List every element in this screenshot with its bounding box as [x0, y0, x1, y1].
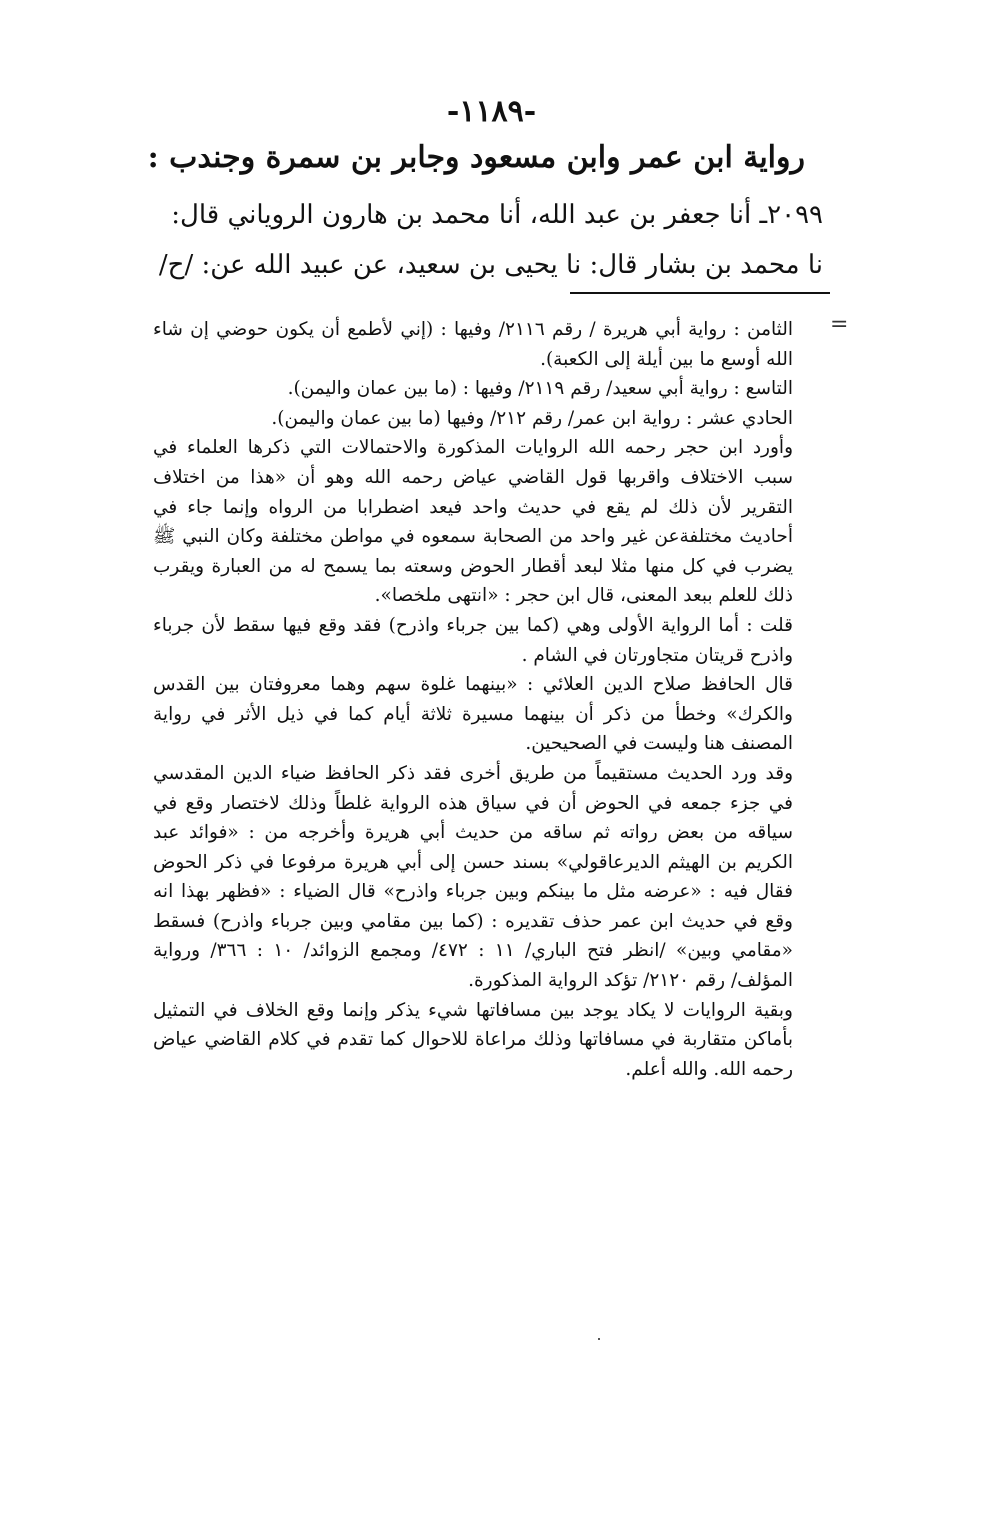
- footnote-separator: [570, 292, 830, 294]
- footnote-paragraph: وأورد ابن حجر رحمه الله الروايات المذكورة والاحتمالات التي ذكرها العلماء في سبب الاختلاف واقربها قول القاضي عياض رحمه الله وهو أن «هذا من اختلاف التقرير لأن ذلك لم يقع في حديث واحد فيعد اضطرابا من الرواه وإنما جاء في أحاديث مختلفةعن غير واحد من الصحابة سمعوه في مواطن مختلفة وكان النبي ﷺ يضرب في كل منها مثلا لبعد أقطار الحوض وسعته بما يسمح له من العبارة ويقرب ذلك للعلم ببعد المعنى، قال ابن حجر : «انتهى ملخصا».: [153, 437, 793, 607]
- footnote-paragraph: التاسع : رواية أبي سعيد/ رقم ٢١١٩/ وفيها : (ما بين عمان واليمن).: [287, 378, 793, 400]
- footnote-paragraph: قال الحافظ صلاح الدين العلائي : «بينهما غلوة سهم وهما معروفتان بين القدس والكرك» وخطأ من ذكر أن بينهما مسيرة ثلاثة أيام كما في ذيل الأثر في رواية المصنف هنا وليست في الصحيحين.: [153, 674, 793, 755]
- main-text: [143, 190, 823, 290]
- footnote-paragraph: وبقية الروايات لا يكاد يوجد بين مسافاتها شيء يذكر وإنما وقع الخلاف في التمثيل بأماكن متقاربة في مسافاتها وذلك مراعاة للاحوال كما تقدم في كلام القاضي عياض رحمه الله. والله أعلم.: [153, 999, 793, 1080]
- main-text-line: نا محمد بن بشار قال: نا يحيى بن سعيد، عن عبيد الله عن: /ح/: [158, 250, 823, 280]
- page-number: -١١٨٩-: [446, 94, 537, 129]
- main-text-line: ٢٠٩٩ـ أنا جعفر بن عبد الله، أنا محمد بن هارون الروياني قال:: [171, 200, 823, 230]
- footnote-paragraph: قلت : أما الرواية الأولى وهي (كما بين جرباء واذرح) فقد وقع فيها سقط لأن جرباء واذرح قريتان متجاورتان في الشام .: [153, 614, 793, 666]
- scan-speck: [598, 1338, 600, 1340]
- section-heading: رواية ابن عمر وابن مسعود وجابر بن سمرة وجندب :: [147, 140, 805, 175]
- footnote-paragraph: وقد ورد الحديث مستقيماً من طريق أخرى فقد ذكر الحافظ ضياء الدين المقدسي في جزء جمعه في الحوض أن في سياق هذه الرواية غلطاً وذلك لاختصار وقع في سياقه من بعض رواته ثم ساقه من حديث أبي هريرة وأخرجه من : «فوائد عبد الكريم بن الهيثم الديرعاقولي» بسند حسن إلى أبي هريرة مرفوعا في ذكر الحوض فقال فيه : «عرضه مثل ما بينكم وبين جرباء واذرح» قال الضياء : «فظهر بهذا انه وقع في حديث ابن عمر حذف تقديره : (كما بين مقامي وبين جرباء واذرح) فسقط «مقامي وبين» /انظر فتح الباري/ ١١ : ٤٧٢/ ومجمع الزوائد/ ١٠ : ٣٦٦/ ورواية المؤلف/ رقم ٢١٢٠/ تؤكد الرواية المذكورة.: [153, 762, 793, 992]
- footnote-continuation-mark: =: [830, 312, 849, 337]
- footnote-paragraph: الحادي عشر : رواية ابن عمر/ رقم ٢١٢/ وفيها (ما بين عمان واليمن).: [271, 407, 793, 429]
- footnotes: [153, 315, 793, 1084]
- footnote-paragraph: الثامن : رواية أبي هريرة / رقم ٢١١٦/ وفيها : (إني لأطمع أن يكون حوضي إن شاء الله أوسع ما بين أيلة إلى الكعبة).: [153, 319, 793, 370]
